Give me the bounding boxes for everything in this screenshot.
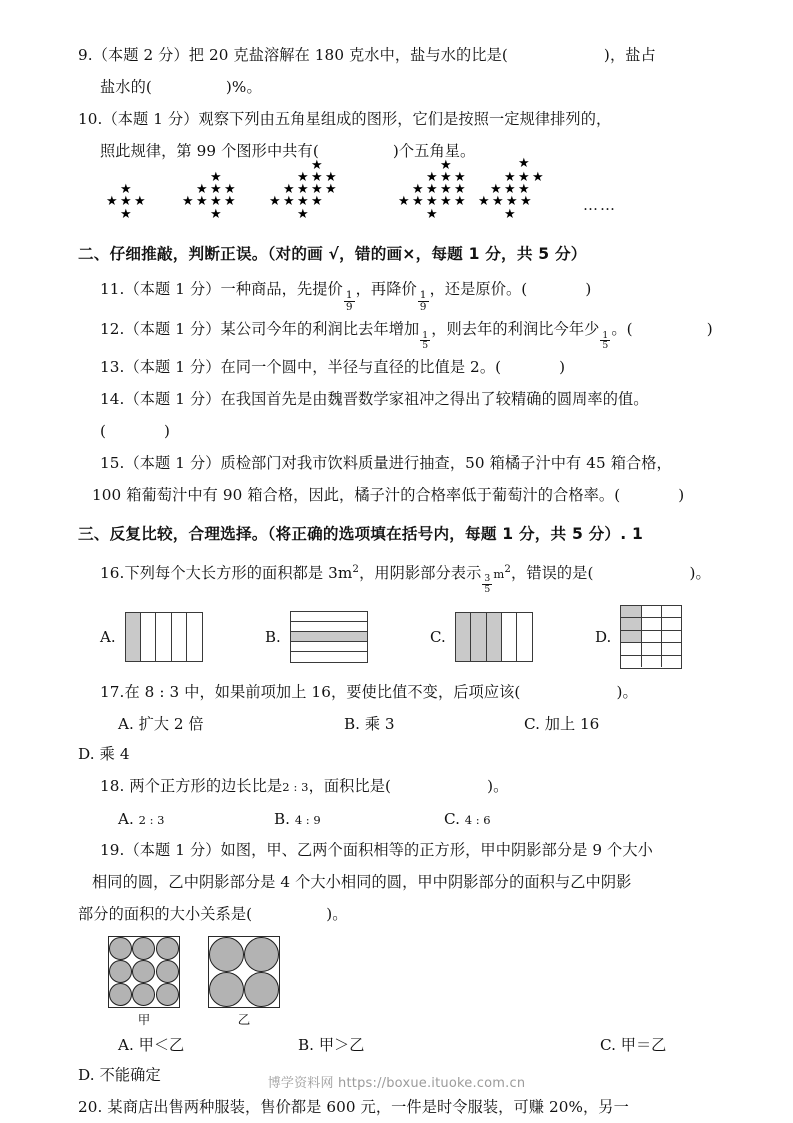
question-16-text-a: 下列每个大长方形的面积都是 3m [124, 563, 353, 582]
star-icon: ★ [210, 194, 222, 209]
question-19-number: 19. [100, 840, 125, 859]
star-icon: ★ [106, 194, 118, 209]
question-18-options [78, 804, 718, 835]
option-c[interactable] [514, 1030, 666, 1060]
option-a-label: 扩大 2 倍 [138, 714, 204, 733]
question-9-number: 9. [78, 46, 93, 64]
cell [109, 983, 132, 1006]
cell [621, 618, 641, 630]
question-13 [78, 352, 718, 383]
option-d-label: 乘 4 [99, 744, 130, 763]
cell [642, 631, 662, 643]
question-15-line2-b: ) [678, 485, 685, 504]
cell [642, 656, 662, 668]
option-a-letter: A. [118, 714, 134, 733]
question-19-line2: 相同的圆，乙中阴影部分是 4 个大小相同的圆，甲中阴影部分的面积与乙中阴影 [92, 872, 632, 891]
question-12-text-a: 某公司今年的利润比去年增加 [220, 320, 420, 339]
circle-shape [156, 937, 179, 960]
option-c-label: 甲＝乙 [620, 1035, 667, 1054]
question-19-line3-b: )。 [326, 904, 348, 923]
circle-shape [156, 983, 179, 1006]
question-11-text-d: ) [585, 280, 592, 298]
question-19-line3-a: 部分的面积的大小关系是( [78, 904, 253, 923]
option-a-letter: A. [118, 1035, 134, 1054]
cell [642, 618, 662, 630]
cell [456, 613, 471, 661]
star-icon: ★ [504, 207, 516, 222]
circle-shape [209, 937, 244, 972]
square-four-circles [208, 936, 280, 1008]
question-17-number: 17. [100, 682, 125, 701]
option-c[interactable] [430, 612, 595, 662]
option-c-label: 加上 16 [544, 714, 600, 733]
star-icon: ★ [412, 194, 424, 209]
cell [109, 937, 132, 960]
star-icon: ★ [398, 194, 410, 209]
question-10-tag: （本题 1 分） [102, 110, 199, 128]
star-icon: ★ [311, 170, 323, 185]
fraction-one-ninth: $\frac{1}{9}$ [419, 289, 427, 314]
question-14-text: 在我国首先是由魏晋数学家祖冲之得出了较精确的圆周率的值。 [220, 389, 649, 408]
star-icon: ★ [120, 182, 132, 197]
question-17-text: 在 8 : 3 中，如果前项加上 16，要使比值不变，后项应该( [124, 682, 521, 701]
star-icon: ★ [297, 182, 309, 197]
star-icon: ★ [504, 170, 516, 185]
star-icon: ★ [478, 194, 490, 209]
question-12 [78, 314, 718, 351]
star-icon: ★ [283, 194, 295, 209]
star-icon: ★ [311, 158, 323, 173]
option-d-label: 不能确定 [99, 1065, 161, 1084]
figure-d-grid-3x5 [620, 605, 682, 669]
circle-shape [244, 972, 279, 1007]
circle-row [209, 937, 279, 972]
question-10-line2-a: 照此规律，第 99 个图形中共有( [100, 142, 319, 160]
option-a-label: 2 : 3 [138, 812, 165, 827]
circle-shape [132, 983, 155, 1006]
star-icon: ★ [297, 194, 309, 209]
grid-row [621, 643, 681, 656]
fraction-one-fifth: $\frac{1}{5}$ [602, 329, 609, 352]
fraction-one-ninth: $\frac{1}{9}$ [345, 289, 353, 314]
circle-shape [109, 937, 132, 960]
superscript-two: 2 [352, 562, 360, 575]
star-icon: ★ [297, 207, 309, 222]
question-11 [78, 274, 718, 313]
grid-row [621, 656, 681, 668]
cell [502, 613, 517, 661]
question-16-text-d: )。 [689, 563, 711, 582]
star-icon: ★ [224, 194, 236, 209]
star-icon: ★ [182, 194, 194, 209]
question-10 [78, 104, 718, 135]
cell [291, 632, 367, 642]
star-icon: ★ [440, 194, 452, 209]
unit-m: m [493, 566, 505, 581]
cell [132, 983, 155, 1006]
question-16-text-b: ，用阴影部分表示 [359, 563, 482, 582]
cell [642, 606, 662, 618]
question-17-text-b: )。 [616, 682, 638, 701]
figure-c-five-columns [455, 612, 533, 662]
option-b-letter: B. [265, 627, 281, 646]
star-icon: ★ [224, 182, 236, 197]
cell [141, 613, 156, 661]
question-9-line2-b: )%。 [225, 78, 262, 96]
option-c-letter: C. [444, 809, 460, 828]
option-b-label: 甲＞乙 [318, 1035, 365, 1054]
option-b-label: 乘 3 [364, 714, 395, 733]
question-17 [78, 677, 718, 708]
cell [517, 613, 531, 661]
question-15-number: 15. [100, 453, 125, 472]
star-icon: ★ [426, 182, 438, 197]
cell [662, 643, 681, 655]
cell [662, 631, 681, 643]
star-pattern-figure [78, 156, 718, 231]
option-d-letter: D. [78, 1065, 95, 1084]
circle-shape [244, 937, 279, 972]
cell [132, 937, 155, 960]
cell [621, 643, 641, 655]
footer-watermark: 博学资料网 https://boxue.ituoke.com.cn [267, 1076, 526, 1091]
cell [621, 631, 641, 643]
question-13-text: 在同一个圆中，半径与直径的比值是 2。( [220, 357, 502, 376]
fraction-one-fifth: $\frac{1}{5}$ [422, 329, 429, 352]
option-a-label: 甲＜乙 [138, 1035, 185, 1054]
cell [244, 937, 279, 972]
question-9-tag: （本题 2 分） [92, 46, 189, 64]
question-15 [78, 448, 718, 479]
question-14-number: 14. [100, 389, 125, 408]
question-11-number: 11. [100, 280, 125, 298]
option-b-letter: B. [344, 714, 360, 733]
question-20-number: 20. [78, 1097, 103, 1116]
question-10-number: 10. [78, 110, 103, 128]
cell [662, 656, 681, 668]
question-14-line2-b: ) [164, 421, 171, 440]
star-icon: ★ [134, 194, 146, 209]
cell [471, 613, 486, 661]
question-19-text: 如图，甲、乙两个面积相等的正方形，甲中阴影部分是 9 个大小 [220, 840, 653, 859]
question-15-line2-a: 100 箱葡萄汁中有 90 箱合格，因此，橘子汁的合格率低于葡萄汁的合格率。( [92, 485, 621, 504]
grid-row [621, 618, 681, 631]
star-icon: ★ [311, 194, 323, 209]
star-icon: ★ [210, 170, 222, 185]
figure-b-five-rows [290, 611, 368, 663]
star-icon: ★ [440, 182, 452, 197]
option-b-letter: B. [274, 809, 290, 828]
cell [156, 613, 171, 661]
question-11-text-b: ，再降价 [355, 280, 417, 298]
pattern-ellipsis: …… [583, 196, 617, 214]
option-b-letter: B. [298, 1035, 314, 1054]
circle-row [209, 972, 279, 1007]
question-10-line2 [78, 136, 718, 167]
question-9 [78, 40, 718, 71]
option-a[interactable] [100, 612, 265, 662]
question-14-line2-a: ( [100, 421, 107, 440]
star-icon: ★ [506, 194, 518, 209]
star-icon: ★ [325, 182, 337, 197]
question-17-options [78, 709, 718, 739]
question-11-text-a: 一种商品，先提价 [220, 280, 343, 298]
star-icon: ★ [440, 170, 452, 185]
option-d[interactable] [595, 605, 682, 669]
question-12-number: 12. [100, 320, 125, 339]
option-b[interactable] [344, 709, 524, 739]
section-three-heading: 三、反复比较，合理选择。（将正确的选项填在括号内，每题 1 分，共 5 分）. 1 [78, 524, 644, 543]
question-13-number: 13. [100, 357, 125, 376]
circle-row [109, 960, 179, 983]
cell [156, 937, 179, 960]
figure-jia-caption: 甲 [137, 1011, 151, 1027]
question-20 [78, 1092, 718, 1123]
cell [291, 622, 367, 632]
circle-shape [109, 983, 132, 1006]
question-16-text-c: ，错误的是( [511, 563, 594, 582]
cell [621, 656, 641, 668]
cell [662, 606, 681, 618]
cell [621, 606, 641, 618]
cell [126, 613, 141, 661]
cell [291, 612, 367, 622]
question-14-line2 [78, 416, 718, 447]
option-b-label: 4 : 9 [294, 812, 321, 827]
question-11-text-c: ，还是原价。( [429, 280, 528, 298]
option-b[interactable] [274, 804, 444, 835]
question-12-text-d: ) [706, 320, 713, 339]
star-icon: ★ [426, 194, 438, 209]
question-13-tag: （本题 1 分） [124, 357, 221, 376]
option-a[interactable] [104, 1030, 274, 1060]
question-13-text-b: ) [559, 357, 566, 376]
star-icon: ★ [311, 182, 323, 197]
question-16-number: 16. [100, 563, 125, 582]
section-two-heading: 二、仔细推敲，判断正误。（对的画 √，错的画×，每题 1 分，共 5 分） [78, 245, 587, 263]
cell [487, 613, 502, 661]
star-icon: ★ [210, 182, 222, 197]
star-icon: ★ [440, 158, 452, 173]
cell [132, 960, 155, 983]
option-c-label: 4 : 6 [464, 812, 491, 827]
star-icon: ★ [518, 182, 530, 197]
star-icon: ★ [532, 170, 544, 185]
star-icon: ★ [120, 194, 132, 209]
cell [291, 652, 367, 661]
cell [209, 937, 244, 972]
star-icon: ★ [297, 170, 309, 185]
option-c-letter: C. [600, 1035, 616, 1054]
cell [642, 643, 662, 655]
cell [662, 618, 681, 630]
question-17-option-d[interactable] [78, 739, 718, 770]
question-10-text: 观察下列由五角星组成的图形，它们是按照一定规律排列的， [198, 110, 612, 128]
question-19-line3 [78, 899, 718, 930]
option-c[interactable] [524, 709, 599, 739]
option-b[interactable] [274, 1030, 514, 1060]
question-15-text: 质检部门对我市饮料质量进行抽查，50 箱橘子汁中有 45 箱合格， [220, 453, 672, 472]
question-18-text-b: ，面积比是( [308, 776, 392, 795]
option-c-letter: C. [430, 627, 446, 646]
question-19-options [78, 1030, 718, 1060]
circle-row [109, 937, 179, 960]
star-icon: ★ [210, 207, 222, 222]
option-d-letter: D. [595, 627, 612, 646]
figure-a-five-columns [125, 612, 203, 662]
question-11-tag: （本题 1 分） [124, 280, 221, 298]
cell [187, 613, 201, 661]
star-icon: ★ [504, 182, 516, 197]
star-icon: ★ [426, 170, 438, 185]
star-icon: ★ [518, 170, 530, 185]
question-20-text: 某商店出售两种服装，售价都是 600 元，一件是时令服装，可赚 20%，另一 [107, 1097, 629, 1116]
question-12-tag: （本题 1 分） [124, 320, 221, 339]
grid-row [621, 606, 681, 619]
fraction-three-fifths: $\frac{3}{5}$ [484, 573, 491, 595]
circle-shape [132, 937, 155, 960]
cell [156, 960, 179, 983]
question-16-options [78, 605, 718, 669]
option-a[interactable] [104, 804, 274, 835]
question-18-text-c: )。 [487, 776, 509, 795]
question-15-tag: （本题 1 分） [124, 453, 221, 472]
question-12-text-b: ，则去年的利润比今年少 [431, 320, 600, 339]
circle-shape [132, 960, 155, 983]
star-icon: ★ [196, 182, 208, 197]
star-icon: ★ [196, 194, 208, 209]
option-c[interactable] [444, 804, 491, 835]
question-19 [78, 835, 718, 866]
circle-shape [156, 960, 179, 983]
question-9-line2-a: 盐水的( [100, 78, 152, 96]
star-icon: ★ [283, 182, 295, 197]
circle-shape [109, 960, 132, 983]
star-icon: ★ [520, 194, 532, 209]
question-10-line2-b: )个五角星。 [392, 142, 476, 160]
figure-jia [108, 936, 180, 1028]
question-9-line2 [78, 72, 718, 103]
question-19-tag: （本题 1 分） [124, 840, 221, 859]
question-18 [78, 771, 718, 803]
star-icon: ★ [518, 156, 530, 171]
option-a[interactable] [104, 709, 344, 739]
star-icon: ★ [426, 207, 438, 222]
question-18-text: 两个正方形的边长比是 [129, 776, 283, 795]
figure-yi [208, 936, 280, 1028]
option-a-letter: A. [100, 627, 116, 646]
cell [109, 960, 132, 983]
option-c-letter: C. [524, 714, 540, 733]
question-18-ratio: 2 : 3 [282, 779, 309, 794]
star-icon: ★ [454, 194, 466, 209]
cell [156, 983, 179, 1006]
star-icon: ★ [492, 194, 504, 209]
figure-yi-caption: 乙 [237, 1011, 251, 1027]
cell [172, 613, 187, 661]
question-9-text: 把 20 克盐溶解在 180 克水中，盐与水的比是( [188, 46, 508, 64]
star-icon: ★ [454, 170, 466, 185]
star-icon: ★ [454, 182, 466, 197]
star-icon: ★ [325, 170, 337, 185]
star-icon: ★ [490, 182, 502, 197]
circle-shape [209, 972, 244, 1007]
option-b[interactable] [265, 611, 430, 663]
cell [244, 972, 279, 1007]
grid-row [621, 631, 681, 644]
question-18-number: 18. [100, 776, 125, 795]
circle-row [109, 983, 179, 1006]
question-9-text-b: )，盐占 [603, 46, 656, 64]
question-14-tag: （本题 1 分） [124, 389, 221, 408]
option-a-letter: A. [118, 809, 134, 828]
square-nine-circles [108, 936, 180, 1008]
option-d-letter: D. [78, 744, 95, 763]
cell [209, 972, 244, 1007]
cell [291, 642, 367, 652]
superscript-two: 2 [504, 562, 512, 575]
star-icon: ★ [412, 182, 424, 197]
star-icon: ★ [120, 207, 132, 222]
question-15-line2 [78, 480, 718, 511]
question-14 [78, 384, 718, 415]
question-12-text-c: 。( [611, 320, 633, 339]
question-19-figures [78, 936, 718, 1028]
star-icon: ★ [269, 194, 281, 209]
question-16 [78, 554, 718, 595]
